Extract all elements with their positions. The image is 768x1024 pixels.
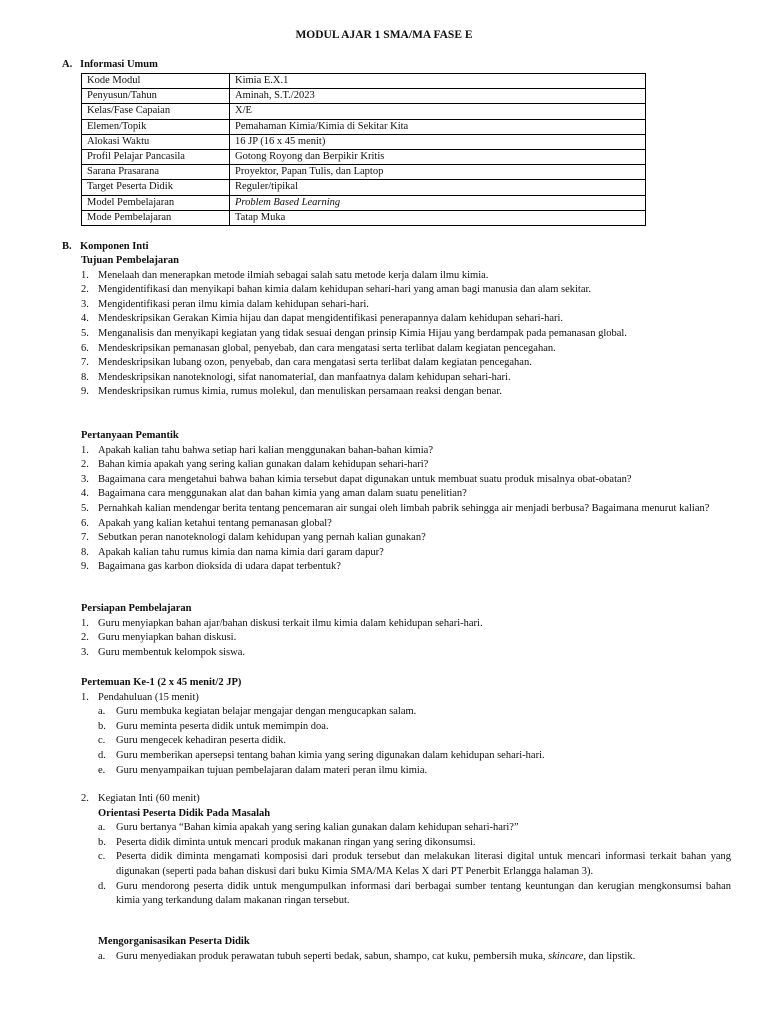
info-key: Alokasi Waktu — [82, 134, 230, 149]
info-key: Penyusun/Tahun — [82, 89, 230, 104]
list-number: 3. — [81, 646, 89, 658]
list-item-text: Mendeskripsikan nanoteknologi, sifat nanomaterial, dan manfaatnya dalam kehidupan sehari-hari. — [98, 371, 511, 383]
list-letter: d. — [98, 880, 106, 892]
list-item-text: Apakah yang kalian ketahui tentang pemanasan global? — [98, 517, 332, 529]
info-value: Pemahaman Kimia/Kimia di Sekitar Kita — [230, 119, 646, 134]
list-item-text: Mengidentifikasi dan menyikapi bahan kimia dalam kehidupan sehari-hari yang aman bagi manusia dan alam sekitar. — [98, 284, 592, 296]
list-item — [81, 356, 731, 371]
list-item — [81, 458, 731, 473]
info-table-row — [82, 195, 646, 210]
list-number: 9. — [81, 561, 89, 573]
info-key: Sarana Prasarana — [82, 165, 230, 180]
section-a-title: Informasi Umum — [80, 59, 158, 70]
pertanyaan-heading: Pertanyaan Pemantik — [81, 430, 179, 441]
list-number: 6. — [81, 342, 89, 354]
list-item — [81, 269, 731, 284]
inti-num: 2. — [81, 793, 89, 804]
list-item — [81, 646, 731, 661]
list-item-text: Menelaah dan menerapkan metode ilmiah sebagai salah satu metode kerja dalam ilmu kimia. — [98, 269, 489, 281]
info-table-row — [82, 104, 646, 119]
section-a-letter: A. — [62, 59, 73, 70]
inti-item — [81, 792, 731, 909]
info-value: 16 JP (16 x 45 menit) — [230, 134, 646, 149]
list-item — [81, 617, 731, 632]
section-b-heading — [62, 240, 149, 255]
info-table-row — [82, 150, 646, 165]
info-value: Aminah, S.T./2023 — [230, 89, 646, 104]
tujuan-heading: Tujuan Pembelajaran — [81, 255, 179, 266]
list-letter: d. — [98, 749, 106, 761]
list-number: 7. — [81, 357, 89, 369]
list-item-text: Guru menyampaikan tujuan pembelajaran dalam materi peran ilmu kimia. — [116, 764, 428, 776]
list-number: 1. — [81, 617, 89, 629]
list-number: 2. — [81, 632, 89, 644]
list-item-text: Apakah kalian tahu bahwa setiap hari kalian menggunakan bahan-bahan kimia? — [98, 444, 433, 456]
info-value: Tatap Muka — [230, 210, 646, 225]
section-b-title: Komponen Inti — [80, 241, 149, 252]
inti-block — [81, 792, 731, 909]
list-item — [81, 487, 731, 502]
section-a-heading — [62, 58, 158, 73]
list-number: 3. — [81, 298, 89, 310]
info-value: Problem Based Learning — [230, 195, 646, 210]
tujuan-block — [81, 254, 731, 400]
list-item — [81, 385, 731, 400]
list-item — [98, 950, 731, 965]
info-value: Kimia E.X.1 — [230, 74, 646, 89]
list-item — [98, 720, 731, 735]
list-item-text: Guru meminta peserta didik untuk memimpin doa. — [116, 720, 329, 732]
list-number: 6. — [81, 517, 89, 529]
list-letter: c. — [98, 735, 106, 747]
info-key: Target Peserta Didik — [82, 180, 230, 195]
list-item-text: Guru menyiapkan bahan ajar/bahan diskusi terkait ilmu kimia dalam kehidupan sehari-hari. — [98, 617, 483, 629]
list-number: 3. — [81, 473, 89, 485]
organisasi-block — [81, 935, 731, 964]
section-b-letter: B. — [62, 241, 72, 252]
document-title: MODUL AJAR 1 SMA/MA FASE E — [295, 29, 473, 41]
list-item — [81, 531, 731, 546]
info-key: Elemen/Topik — [82, 119, 230, 134]
list-item-text: Sebutkan peran nanoteknologi dalam kehidupan yang pernah kalian gunakan? — [98, 532, 426, 544]
list-letter: c. — [98, 851, 106, 863]
list-item — [81, 298, 731, 313]
organisasi-heading: Mengorganisasikan Peserta Didik — [98, 936, 250, 947]
info-table-row — [82, 119, 646, 134]
list-item-text: Pernahkah kalian mendengar berita tentang pencemaran air sungai oleh limbah pabrik sehingga air menjadi berbusa? Bagaimana menurut kalian? — [98, 502, 710, 514]
list-letter: a. — [98, 706, 106, 718]
list-item-text: Guru menyiapkan bahan diskusi. — [98, 632, 237, 644]
list-number: 8. — [81, 546, 89, 558]
list-item — [81, 327, 731, 342]
list-item-text: Peserta didik diminta mengamati komposisi dari produk tersebut dan melakukan literasi digital untuk mencari informasi terkait bahan yang digunakan (seperti pada bahan diskusi dari buku Kimia SMA/MA Kelas X dari PT Penerbit Erlangga halaman 3). — [116, 851, 731, 877]
organisasi-text-before: Guru menyediakan produk perawatan tubuh seperti bedak, sabun, shampo, cat kuku, pembersih muka, — [116, 950, 546, 962]
list-number: 8. — [81, 371, 89, 383]
list-item — [81, 283, 731, 298]
list-item — [98, 764, 731, 779]
pertanyaan-block — [81, 429, 731, 575]
info-table-row — [82, 180, 646, 195]
list-item-text: Guru mendorong peserta didik untuk mengumpulkan informasi dari berbagai sumber tentang keuntungan dan kerugian mengkonsumsi bahan kimia yang terkandung dalam makanan ringan tersebut. — [116, 880, 731, 907]
list-number: 1. — [81, 444, 89, 456]
list-letter: e. — [98, 764, 106, 776]
persiapan-block — [81, 602, 731, 660]
tujuan-list — [81, 269, 731, 400]
list-item-text: Mendeskripsikan lubang ozon, penyebab, dan cara mengatasi serta terlibat dalam kegiatan pencegahan. — [98, 357, 532, 369]
list-item — [98, 734, 731, 749]
info-value: Reguler/tipikal — [230, 180, 646, 195]
info-table-row — [82, 210, 646, 225]
list-number: 7. — [81, 532, 89, 544]
pendahuluan-item — [81, 691, 731, 779]
info-key: Profil Pelajar Pancasila — [82, 150, 230, 165]
list-item-text: Guru memberikan apersepsi tentang bahan kimia yang sering digunakan dalam kehidupan sehari-hari. — [116, 749, 545, 761]
list-item-text: Mengidentifikasi peran ilmu kimia dalam kehidupan sehari-hari. — [98, 298, 369, 310]
list-item-text: Peserta didik diminta untuk mencari produk makanan ringan yang sering dikonsumsi. — [116, 836, 476, 848]
list-item — [98, 850, 731, 879]
pertemuan-heading: Pertemuan Ke-1 (2 x 45 menit/2 JP) — [81, 677, 242, 688]
info-key: Kode Modul — [82, 74, 230, 89]
info-value: Proyektor, Papan Tulis, dan Laptop — [230, 165, 646, 180]
list-number: 5. — [81, 327, 89, 339]
list-number: 2. — [81, 284, 89, 296]
pertanyaan-list — [81, 444, 731, 575]
organisasi-list — [98, 950, 731, 965]
info-key: Mode Pembelajaran — [82, 210, 230, 225]
info-value: Gotong Royong dan Berpikir Kritis — [230, 150, 646, 165]
orientasi-list — [98, 821, 731, 909]
info-table-row — [82, 134, 646, 149]
list-item-text: Bagaimana gas karbon dioksida di udara dapat terbentuk? — [98, 561, 341, 573]
list-letter: b. — [98, 720, 106, 732]
list-item — [81, 546, 731, 561]
list-item — [81, 312, 731, 327]
list-number: 1. — [81, 269, 89, 281]
list-item — [81, 444, 731, 459]
info-table-row — [82, 74, 646, 89]
list-item-text: Mendeskripsikan Gerakan Kimia hijau dan dapat mengidentifikasi penerapannya dalam kehidupan sehari-hari. — [98, 313, 564, 325]
list-item-text: Guru mengecek kehadiran peserta didik. — [116, 735, 286, 747]
info-value: X/E — [230, 104, 646, 119]
list-item — [81, 517, 731, 532]
organisasi-text-after: , dan lipstik. — [583, 950, 636, 962]
orientasi-heading: Orientasi Peserta Didik Pada Masalah — [98, 807, 271, 819]
list-item — [81, 631, 731, 646]
list-item — [98, 821, 731, 836]
list-number: 4. — [81, 313, 89, 325]
list-letter: a. — [98, 950, 106, 962]
list-item — [81, 371, 731, 386]
info-key: Model Pembelajaran — [82, 195, 230, 210]
inti-outer — [81, 792, 731, 909]
info-table-row — [82, 89, 646, 104]
info-key: Kelas/Fase Capaian — [82, 104, 230, 119]
list-number: 4. — [81, 488, 89, 500]
info-table-row — [82, 165, 646, 180]
list-item-text: Guru membuka kegiatan belajar mengajar dengan mengucapkan salam. — [116, 706, 417, 718]
organisasi-text-italic: skincare — [548, 950, 584, 962]
pendahuluan-label: Pendahuluan (15 menit) — [98, 691, 199, 703]
list-item — [81, 502, 731, 517]
list-letter: b. — [98, 836, 106, 848]
list-item-text: Mendeskripsikan rumus kimia, rumus molekul, dan menuliskan persamaan reaksi dengan benar. — [98, 386, 502, 398]
list-item-text: Guru bertanya “Bahan kimia apakah yang sering kalian gunakan dalam kehidupan sehari-hari?” — [116, 822, 519, 834]
list-item — [98, 836, 731, 851]
pendahuluan-list — [98, 705, 731, 778]
list-item-text: Bagaimana cara menggunakan alat dan bahan kimia yang aman dalam suatu penelitian? — [98, 488, 467, 500]
persiapan-list — [81, 617, 731, 661]
list-item-text: Mendeskripsikan pemanasan global, penyebab, dan cara mengatasi serta terlibat dalam kegiatan pencegahan. — [98, 342, 556, 354]
pendahuluan-outer — [81, 691, 731, 779]
pertemuan-block — [81, 676, 731, 778]
list-item — [98, 749, 731, 764]
list-item — [81, 342, 731, 357]
list-item-text: Bahan kimia apakah yang sering kalian gunakan dalam kehidupan sehari-hari? — [98, 459, 429, 471]
list-letter: a. — [98, 822, 106, 834]
list-item — [81, 560, 731, 575]
pendahuluan-num: 1. — [81, 691, 89, 703]
list-item — [81, 473, 731, 488]
persiapan-heading: Persiapan Pembelajaran — [81, 603, 192, 614]
info-table — [81, 73, 646, 226]
list-item-text: Menganalisis dan menyikapi kegiatan yang tidak sesuai dengan prinsip Kimia Hijau yang berdampak pada pemanasan global. — [98, 327, 627, 339]
inti-label: Kegiatan Inti (60 menit) — [98, 793, 200, 804]
list-item-text: Apakah kalian tahu rumus kimia dan nama kimia dari garam dapur? — [98, 546, 384, 558]
list-number: 2. — [81, 459, 89, 471]
list-item — [98, 880, 731, 909]
list-item-text: Bagaimana cara mengetahui bahwa bahan kimia tersebut dapat digunakan untuk membuat suatu produk misalnya obat-obatan? — [98, 473, 632, 485]
list-item-text: Guru membentuk kelompok siswa. — [98, 646, 245, 658]
list-number: 5. — [81, 502, 89, 514]
list-item — [98, 705, 731, 720]
list-number: 9. — [81, 386, 89, 398]
